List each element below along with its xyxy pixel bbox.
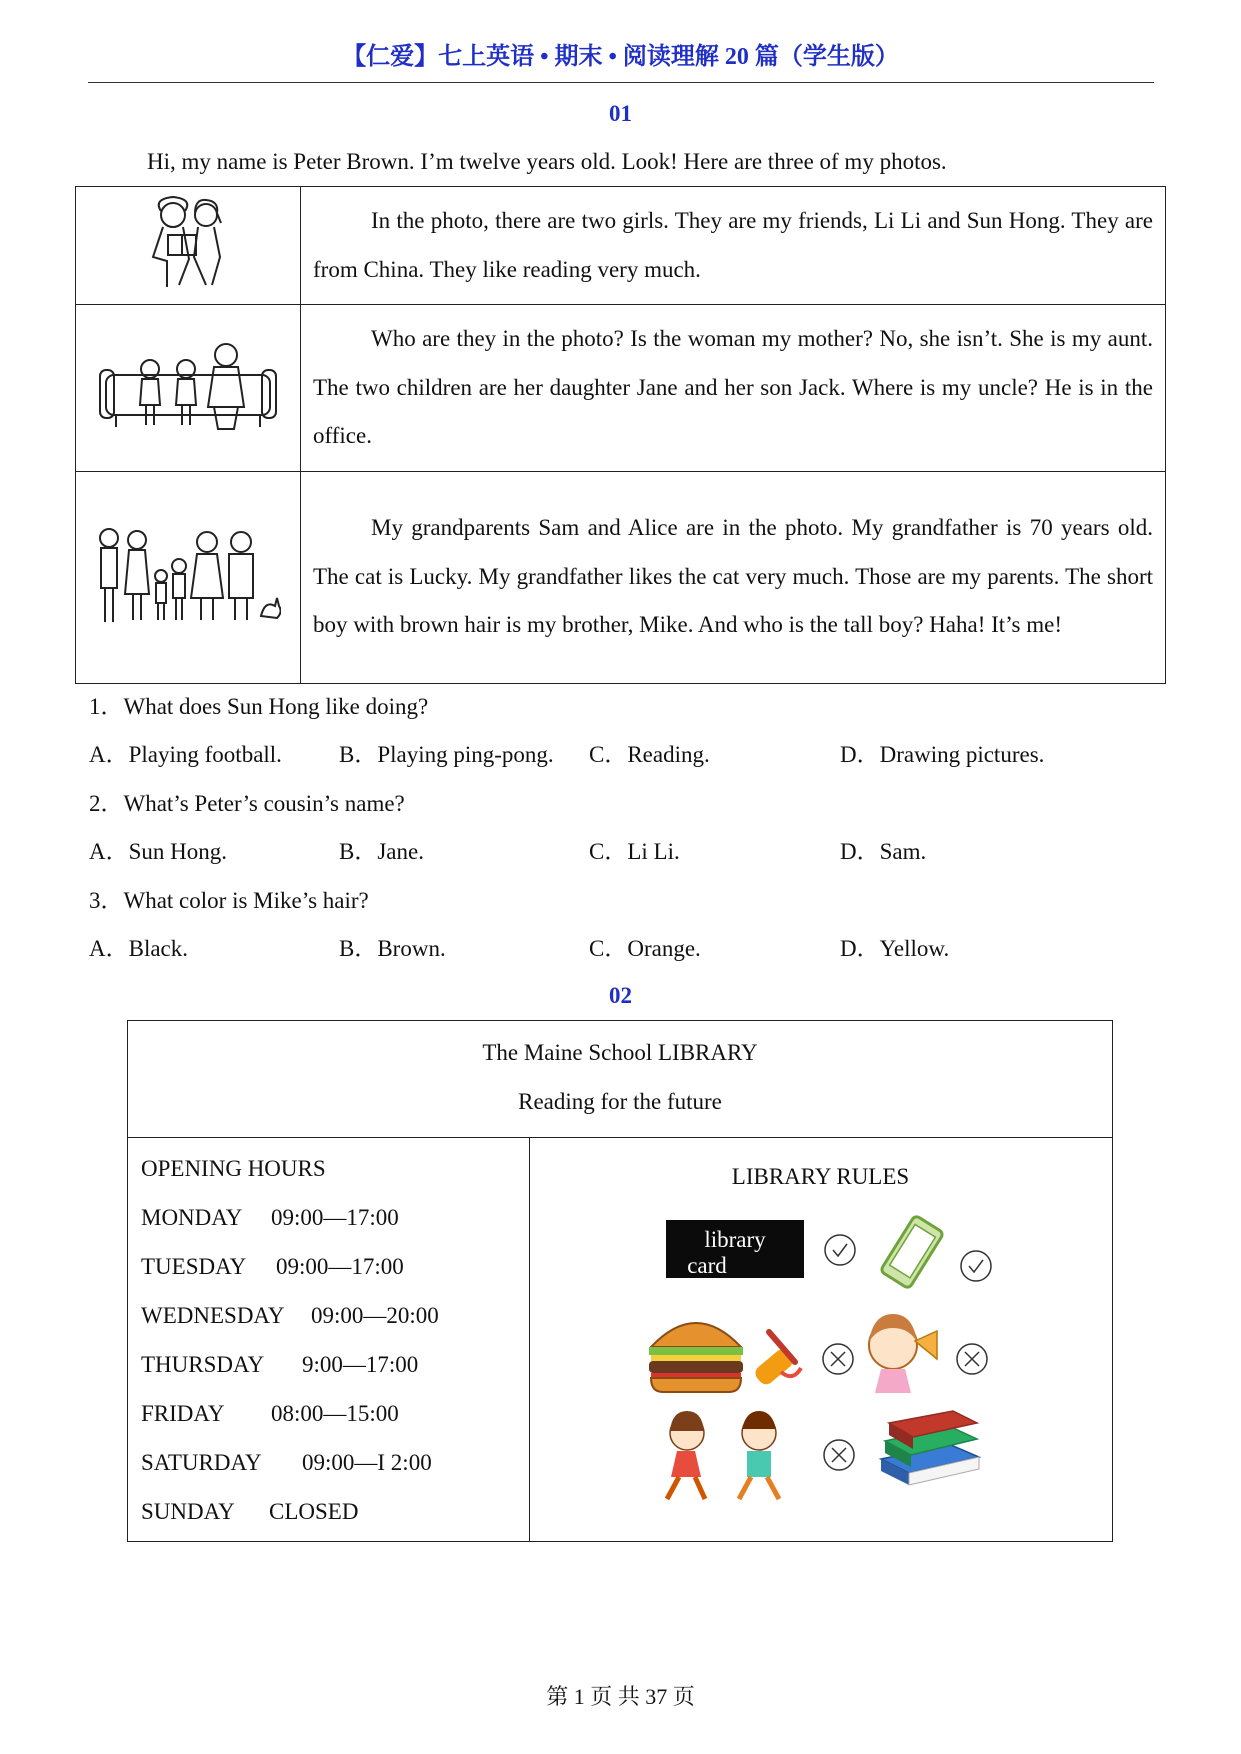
time-label: 09:00—20:00 (311, 1303, 439, 1328)
photo-cell (76, 305, 301, 472)
phone-icon (880, 1215, 944, 1289)
card-text-line1: library (704, 1227, 766, 1252)
hours-row (141, 1254, 404, 1280)
hours-row (141, 1401, 399, 1427)
day-label: WEDNESDAY (141, 1303, 285, 1328)
day-label: SATURDAY (141, 1450, 262, 1475)
books-icon (881, 1411, 979, 1485)
snack-icon (752, 1332, 801, 1388)
header-divider (88, 82, 1154, 83)
option-c[interactable]: C．Orange. (589, 936, 701, 961)
cross-icon (823, 1344, 853, 1374)
passage-intro: Hi, my name is Peter Brown. I’m twelve years old. Look! Here are three of my photos. (147, 149, 947, 174)
option-a[interactable]: A．Black. (89, 936, 189, 961)
question-2: 2．What’s Peter’s cousin’s name? (89, 791, 405, 816)
library-name: The Maine School LIBRARY (482, 1040, 758, 1065)
check-icon (825, 1235, 855, 1265)
caption-text: My grandparents Sam and Alice are in the photo. My grandfather is 70 years old. The cat is Lucky. My grandfather likes the cat very much. Those are my parents. The short boy with brown hair is my brother, Mike. And who is the tall boy? Haha! It’s me! (313, 515, 1153, 638)
day-label: TUESDAY (141, 1254, 247, 1279)
hours-row (141, 1499, 359, 1525)
library-rules-panel (529, 1137, 1112, 1541)
caption-text: Who are they in the photo? Is the woman my mother? No, she isn’t. She is my aunt. The two children are her daughter Jane and her son Jack. Where is my uncle? He is in the office. (313, 326, 1153, 448)
opening-hours-title: OPENING HOURS (141, 1156, 326, 1181)
option-a[interactable]: A．Sun Hong. (89, 839, 228, 864)
card-text-line2: card (687, 1253, 727, 1278)
option-b[interactable]: B．Playing ping-pong. (339, 742, 554, 767)
shouting-girl-icon (869, 1314, 937, 1393)
time-label: 09:00—17:00 (276, 1254, 404, 1279)
burger-icon (649, 1323, 743, 1392)
option-a[interactable]: A．Playing football. (89, 742, 282, 767)
family-on-sofa-illustration (98, 335, 278, 435)
cross-icon (824, 1440, 854, 1470)
question-3: 3．What color is Mike’s hair? (89, 888, 369, 913)
time-label: 09:00—I 2:00 (302, 1450, 432, 1475)
question-1: 1．What does Sun Hong like doing? (89, 694, 429, 719)
cross-icon (957, 1344, 987, 1374)
opening-hours-panel (128, 1137, 530, 1541)
photo-caption (301, 471, 1166, 683)
photo-caption (301, 305, 1166, 472)
day-label: THURSDAY (141, 1352, 265, 1377)
option-c[interactable]: C．Reading. (589, 742, 710, 767)
photo-cell (76, 471, 301, 683)
check-icon (961, 1251, 991, 1281)
section-number-02: 02 (609, 983, 632, 1008)
option-c[interactable]: C．Li Li. (589, 839, 680, 864)
photo-row (76, 187, 1166, 305)
photo-cell (76, 187, 301, 305)
hours-row (141, 1450, 432, 1476)
two-girls-reading-illustration (128, 193, 248, 293)
hours-row (141, 1352, 419, 1378)
library-notice (127, 1020, 1113, 1542)
time-label: CLOSED (269, 1499, 359, 1524)
running-kids-icon (667, 1411, 779, 1499)
day-label: FRIDAY (141, 1401, 225, 1426)
library-rules-icons (529, 1137, 1112, 1541)
library-card-icon (666, 1220, 804, 1278)
day-label: SUNDAY (141, 1499, 235, 1524)
photo-table (75, 186, 1166, 684)
option-b[interactable]: B．Brown. (339, 936, 446, 961)
option-d[interactable]: D．Yellow. (840, 936, 950, 961)
photo-caption (301, 187, 1166, 305)
option-d[interactable]: D．Sam. (840, 839, 927, 864)
document-header: 【仁爱】七上英语 • 期末 • 阅读理解 20 篇（学生版） (342, 44, 899, 70)
option-d[interactable]: D．Drawing pictures. (840, 742, 1045, 767)
hours-row (141, 1205, 399, 1231)
time-label: 08:00—15:00 (271, 1401, 399, 1426)
time-label: 09:00—17:00 (271, 1205, 399, 1230)
caption-text: In the photo, there are two girls. They are my friends, Li Li and Sun Hong. They are from China. They like reading very much. (313, 208, 1153, 282)
family-portrait-illustration (95, 520, 281, 630)
option-b[interactable]: B．Jane. (339, 839, 424, 864)
library-slogan: Reading for the future (518, 1089, 722, 1114)
page-number: 第 1 页 共 37 页 (546, 1684, 695, 1709)
photo-row (76, 471, 1166, 683)
hours-row (141, 1303, 439, 1329)
time-label: 9:00—17:00 (302, 1352, 419, 1377)
library-rules-title: LIBRARY RULES (731, 1164, 910, 1189)
section-number-01: 01 (609, 101, 632, 126)
library-heading (128, 1021, 1112, 1138)
day-label: MONDAY (141, 1205, 243, 1230)
photo-row (76, 305, 1166, 472)
